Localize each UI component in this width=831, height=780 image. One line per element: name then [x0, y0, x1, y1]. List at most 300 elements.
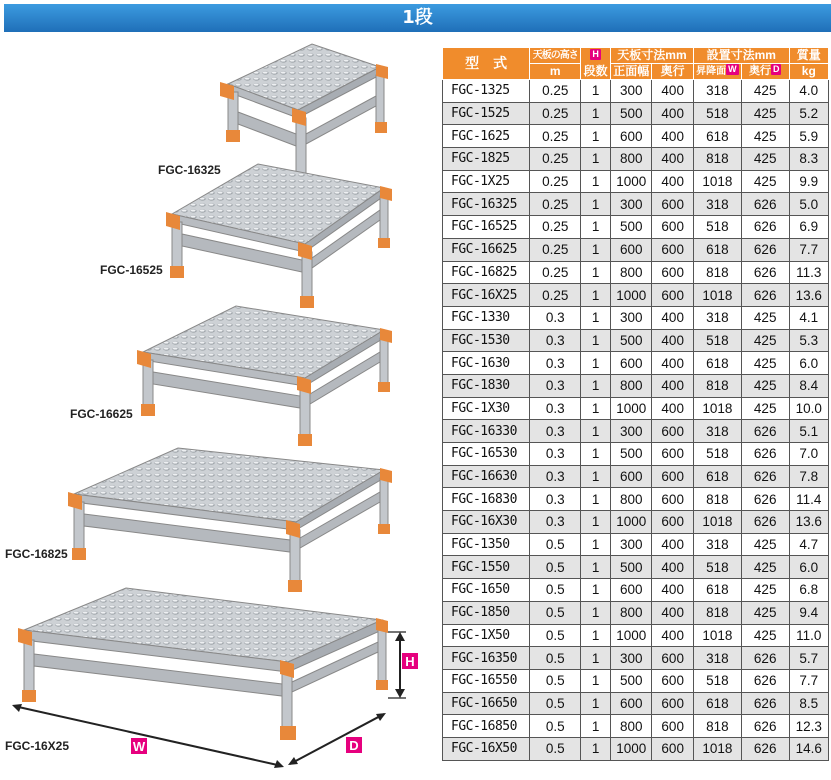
cell-steps: 1	[581, 556, 611, 579]
step-platform-figure	[70, 306, 392, 446]
cell-model: FGC-1830	[443, 374, 530, 397]
cell-weight: 11.3	[789, 261, 828, 284]
cell-install-depth: 626	[741, 669, 789, 692]
cell-install-width: 1018	[693, 737, 741, 760]
cell-model: FGC-1X50	[443, 624, 530, 647]
cell-weight: 11.0	[789, 624, 828, 647]
header-install-size: 設置寸法mm	[693, 48, 789, 64]
table-row	[443, 579, 829, 602]
header-install-depth-label: 奥行	[748, 65, 771, 77]
cell-install-depth: 425	[741, 170, 789, 193]
cell-weight: 6.9	[789, 216, 828, 239]
cell-height: 0.5	[530, 669, 581, 692]
cell-install-width: 618	[693, 125, 741, 148]
table-row	[443, 692, 829, 715]
cell-install-depth: 425	[741, 329, 789, 352]
cell-install-depth: 626	[741, 238, 789, 261]
cell-height: 0.25	[530, 125, 581, 148]
width-tag-header: W	[728, 64, 737, 74]
cell-top-depth: 600	[652, 238, 693, 261]
cell-height: 0.5	[530, 579, 581, 602]
cell-install-width: 618	[693, 579, 741, 602]
cell-top-depth: 400	[652, 170, 693, 193]
cell-top-width: 1000	[610, 284, 651, 307]
cell-height: 0.3	[530, 329, 581, 352]
cell-install-depth: 425	[741, 556, 789, 579]
cell-top-depth: 400	[652, 601, 693, 624]
table-row	[443, 125, 829, 148]
cell-top-width: 600	[610, 579, 651, 602]
figure-label: FGC-16525	[100, 263, 163, 277]
cell-install-depth: 425	[741, 80, 789, 103]
cell-weight: 8.4	[789, 374, 828, 397]
table-row	[443, 238, 829, 261]
cell-install-depth: 425	[741, 352, 789, 375]
cell-install-depth: 626	[741, 511, 789, 534]
cell-install-width: 318	[693, 533, 741, 556]
cell-top-width: 500	[610, 216, 651, 239]
figure-label: FGC-16825	[5, 547, 68, 561]
table-row	[443, 80, 829, 103]
cell-top-depth: 600	[652, 647, 693, 670]
cell-model: FGC-16825	[443, 261, 530, 284]
cell-height: 0.3	[530, 511, 581, 534]
cell-top-width: 500	[610, 556, 651, 579]
depth-tag-header: D	[772, 64, 780, 74]
cell-steps: 1	[581, 261, 611, 284]
cell-install-width: 1018	[693, 397, 741, 420]
cell-steps: 1	[581, 193, 611, 216]
cell-height: 0.25	[530, 80, 581, 103]
cell-top-depth: 600	[652, 669, 693, 692]
cell-install-depth: 626	[741, 193, 789, 216]
header-install-width-label: 昇降面	[696, 66, 727, 77]
product-illustrations	[0, 34, 440, 780]
header-steps	[581, 48, 611, 80]
cell-steps: 1	[581, 420, 611, 443]
cell-install-width: 618	[693, 352, 741, 375]
table-row	[443, 601, 829, 624]
cell-install-width: 818	[693, 148, 741, 171]
cell-steps: 1	[581, 102, 611, 125]
cell-top-depth: 400	[652, 624, 693, 647]
cell-steps: 1	[581, 488, 611, 511]
cell-install-width: 618	[693, 238, 741, 261]
cell-steps: 1	[581, 579, 611, 602]
cell-top-depth: 600	[652, 488, 693, 511]
step-platform-figure	[5, 588, 418, 768]
cell-install-depth: 425	[741, 374, 789, 397]
cell-install-depth: 626	[741, 737, 789, 760]
cell-steps: 1	[581, 533, 611, 556]
cell-model: FGC-16325	[443, 193, 530, 216]
table-row	[443, 737, 829, 760]
cell-install-depth: 425	[741, 125, 789, 148]
cell-height: 0.5	[530, 624, 581, 647]
cell-height: 0.25	[530, 193, 581, 216]
cell-install-width: 1018	[693, 511, 741, 534]
cell-height: 0.5	[530, 647, 581, 670]
cell-install-depth: 425	[741, 533, 789, 556]
cell-weight: 8.3	[789, 148, 828, 171]
table-row	[443, 397, 829, 420]
cell-steps: 1	[581, 125, 611, 148]
cell-top-width: 800	[610, 488, 651, 511]
cell-top-depth: 400	[652, 102, 693, 125]
cell-height: 0.3	[530, 352, 581, 375]
cell-weight: 10.0	[789, 397, 828, 420]
cell-steps: 1	[581, 692, 611, 715]
cell-top-width: 1000	[610, 511, 651, 534]
cell-top-depth: 400	[652, 148, 693, 171]
cell-height: 0.5	[530, 737, 581, 760]
cell-top-depth: 400	[652, 329, 693, 352]
cell-steps: 1	[581, 374, 611, 397]
figure-label: FGC-16325	[158, 163, 221, 177]
cell-install-depth: 626	[741, 420, 789, 443]
cell-top-width: 600	[610, 692, 651, 715]
table-row	[443, 624, 829, 647]
cell-model: FGC-16630	[443, 465, 530, 488]
cell-model: FGC-1330	[443, 306, 530, 329]
cell-weight: 5.9	[789, 125, 828, 148]
cell-height: 0.5	[530, 556, 581, 579]
cell-steps: 1	[581, 284, 611, 307]
spec-table	[442, 47, 829, 761]
cell-height: 0.25	[530, 216, 581, 239]
cell-steps: 1	[581, 352, 611, 375]
cell-height: 0.5	[530, 692, 581, 715]
cell-steps: 1	[581, 148, 611, 171]
cell-install-depth: 626	[741, 715, 789, 738]
cell-model: FGC-1850	[443, 601, 530, 624]
cell-top-width: 1000	[610, 737, 651, 760]
cell-top-width: 500	[610, 329, 651, 352]
cell-top-width: 300	[610, 193, 651, 216]
cell-top-depth: 600	[652, 465, 693, 488]
cell-steps: 1	[581, 170, 611, 193]
cell-install-width: 318	[693, 306, 741, 329]
header-install-width	[693, 64, 741, 80]
step-platform-figure	[100, 164, 392, 308]
cell-model: FGC-16850	[443, 715, 530, 738]
header-install-depth	[741, 64, 789, 80]
cell-height: 0.3	[530, 443, 581, 466]
cell-top-width: 500	[610, 443, 651, 466]
cell-weight: 5.0	[789, 193, 828, 216]
cell-model: FGC-16350	[443, 647, 530, 670]
cell-top-width: 800	[610, 715, 651, 738]
cell-model: FGC-1550	[443, 556, 530, 579]
cell-top-depth: 400	[652, 125, 693, 148]
depth-dimension-arrow	[290, 714, 384, 764]
height-tag-header: H	[592, 48, 599, 59]
cell-weight: 14.6	[789, 737, 828, 760]
header-top-width: 正面幅	[610, 64, 651, 80]
table-row	[443, 170, 829, 193]
cell-install-depth: 626	[741, 647, 789, 670]
cell-model: FGC-1X25	[443, 170, 530, 193]
table-row	[443, 102, 829, 125]
cell-model: FGC-16X25	[443, 284, 530, 307]
cell-top-width: 600	[610, 238, 651, 261]
cell-height: 0.3	[530, 306, 581, 329]
cell-install-width: 618	[693, 692, 741, 715]
cell-top-depth: 600	[652, 443, 693, 466]
table-row	[443, 216, 829, 239]
cell-top-depth: 600	[652, 692, 693, 715]
cell-install-width: 318	[693, 420, 741, 443]
cell-install-width: 518	[693, 216, 741, 239]
cell-top-width: 800	[610, 148, 651, 171]
cell-height: 0.5	[530, 715, 581, 738]
cell-top-depth: 600	[652, 216, 693, 239]
cell-install-width: 818	[693, 715, 741, 738]
cell-weight: 6.0	[789, 352, 828, 375]
cell-install-depth: 626	[741, 465, 789, 488]
cell-weight: 9.4	[789, 601, 828, 624]
cell-top-depth: 600	[652, 715, 693, 738]
page-title: 1段	[4, 4, 831, 32]
cell-top-width: 1000	[610, 397, 651, 420]
cell-steps: 1	[581, 647, 611, 670]
table-row	[443, 284, 829, 307]
cell-top-depth: 400	[652, 397, 693, 420]
width-tag-text: W	[132, 739, 146, 754]
cell-install-width: 518	[693, 443, 741, 466]
table-row	[443, 715, 829, 738]
cell-install-width: 818	[693, 488, 741, 511]
cell-top-width: 800	[610, 601, 651, 624]
cell-install-width: 518	[693, 556, 741, 579]
cell-top-depth: 400	[652, 579, 693, 602]
header-height-label: 天板の高さ	[532, 50, 578, 61]
cell-weight: 8.5	[789, 692, 828, 715]
header-top-size: 天板寸法mm	[610, 48, 693, 64]
cell-install-width: 818	[693, 601, 741, 624]
cell-install-depth: 626	[741, 261, 789, 284]
cell-weight: 5.3	[789, 329, 828, 352]
figure-label: FGC-16X25	[5, 739, 70, 753]
cell-weight: 9.9	[789, 170, 828, 193]
cell-model: FGC-1625	[443, 125, 530, 148]
table-row	[443, 193, 829, 216]
cell-top-width: 300	[610, 420, 651, 443]
cell-steps: 1	[581, 715, 611, 738]
cell-weight: 4.0	[789, 80, 828, 103]
cell-weight: 7.7	[789, 669, 828, 692]
cell-install-width: 1018	[693, 624, 741, 647]
cell-weight: 13.6	[789, 511, 828, 534]
cell-steps: 1	[581, 624, 611, 647]
cell-steps: 1	[581, 397, 611, 420]
table-row	[443, 647, 829, 670]
cell-steps: 1	[581, 443, 611, 466]
cell-weight: 7.7	[789, 238, 828, 261]
cell-steps: 1	[581, 216, 611, 239]
cell-install-depth: 425	[741, 102, 789, 125]
cell-top-width: 800	[610, 374, 651, 397]
cell-install-depth: 425	[741, 306, 789, 329]
cell-install-width: 1018	[693, 284, 741, 307]
cell-model: FGC-1825	[443, 148, 530, 171]
cell-install-depth: 425	[741, 624, 789, 647]
cell-install-width: 518	[693, 102, 741, 125]
cell-install-depth: 626	[741, 216, 789, 239]
cell-top-depth: 400	[652, 352, 693, 375]
cell-steps: 1	[581, 511, 611, 534]
cell-model: FGC-16550	[443, 669, 530, 692]
table-row	[443, 329, 829, 352]
cell-top-width: 600	[610, 352, 651, 375]
cell-top-depth: 600	[652, 420, 693, 443]
cell-model: FGC-16625	[443, 238, 530, 261]
header-model: 型 式	[443, 48, 530, 80]
cell-weight: 12.3	[789, 715, 828, 738]
table-row	[443, 556, 829, 579]
figure-label: FGC-16625	[70, 407, 133, 421]
cell-top-depth: 600	[652, 261, 693, 284]
cell-steps: 1	[581, 80, 611, 103]
cell-install-depth: 626	[741, 692, 789, 715]
cell-weight: 7.0	[789, 443, 828, 466]
step-platform-figure	[5, 448, 392, 592]
cell-install-depth: 425	[741, 148, 789, 171]
cell-model: FGC-1530	[443, 329, 530, 352]
cell-height: 0.3	[530, 465, 581, 488]
cell-height: 0.3	[530, 397, 581, 420]
cell-install-width: 818	[693, 374, 741, 397]
cell-model: FGC-1650	[443, 579, 530, 602]
table-row	[443, 306, 829, 329]
cell-weight: 13.6	[789, 284, 828, 307]
cell-top-width: 600	[610, 465, 651, 488]
cell-top-width: 300	[610, 80, 651, 103]
cell-weight: 6.8	[789, 579, 828, 602]
cell-weight: 7.8	[789, 465, 828, 488]
cell-weight: 11.4	[789, 488, 828, 511]
table-row	[443, 443, 829, 466]
header-weight: 質量	[789, 48, 828, 64]
cell-height: 0.25	[530, 261, 581, 284]
cell-height: 0.25	[530, 170, 581, 193]
table-row	[443, 261, 829, 284]
cell-weight: 5.2	[789, 102, 828, 125]
cell-steps: 1	[581, 601, 611, 624]
cell-weight: 4.7	[789, 533, 828, 556]
cell-model: FGC-1325	[443, 80, 530, 103]
table-row	[443, 352, 829, 375]
header-weight-unit: kg	[789, 64, 828, 80]
cell-weight: 6.0	[789, 556, 828, 579]
cell-model: FGC-16830	[443, 488, 530, 511]
cell-top-depth: 600	[652, 284, 693, 307]
header-height-unit: m	[530, 64, 581, 80]
cell-model: FGC-16530	[443, 443, 530, 466]
cell-height: 0.25	[530, 148, 581, 171]
table-row	[443, 488, 829, 511]
table-row	[443, 374, 829, 397]
cell-install-depth: 425	[741, 579, 789, 602]
cell-install-width: 1018	[693, 170, 741, 193]
table-row	[443, 148, 829, 171]
cell-top-width: 500	[610, 669, 651, 692]
cell-top-width: 800	[610, 261, 651, 284]
cell-top-depth: 400	[652, 374, 693, 397]
cell-top-depth: 600	[652, 193, 693, 216]
cell-top-depth: 400	[652, 556, 693, 579]
cell-top-depth: 600	[652, 511, 693, 534]
cell-install-width: 318	[693, 80, 741, 103]
cell-steps: 1	[581, 737, 611, 760]
cell-install-depth: 626	[741, 443, 789, 466]
cell-model: FGC-1630	[443, 352, 530, 375]
cell-height: 0.5	[530, 533, 581, 556]
cell-top-depth: 600	[652, 737, 693, 760]
cell-height: 0.3	[530, 420, 581, 443]
cell-height: 0.25	[530, 238, 581, 261]
cell-top-depth: 400	[652, 533, 693, 556]
cell-install-depth: 425	[741, 397, 789, 420]
cell-top-depth: 400	[652, 306, 693, 329]
cell-model: FGC-16X50	[443, 737, 530, 760]
cell-weight: 5.7	[789, 647, 828, 670]
cell-steps: 1	[581, 669, 611, 692]
cell-top-width: 500	[610, 102, 651, 125]
cell-install-depth: 626	[741, 284, 789, 307]
cell-install-width: 618	[693, 465, 741, 488]
cell-top-depth: 400	[652, 80, 693, 103]
depth-tag-text: D	[349, 738, 359, 753]
cell-steps: 1	[581, 329, 611, 352]
cell-height: 0.3	[530, 374, 581, 397]
header-height	[530, 48, 581, 64]
cell-steps: 1	[581, 306, 611, 329]
header-steps-label: 段数	[583, 63, 608, 78]
table-row	[443, 420, 829, 443]
table-row	[443, 465, 829, 488]
cell-model: FGC-1525	[443, 102, 530, 125]
cell-install-width: 818	[693, 261, 741, 284]
cell-height: 0.3	[530, 488, 581, 511]
table-row	[443, 669, 829, 692]
cell-install-width: 518	[693, 669, 741, 692]
cell-top-width: 600	[610, 125, 651, 148]
cell-model: FGC-16525	[443, 216, 530, 239]
cell-model: FGC-16330	[443, 420, 530, 443]
cell-steps: 1	[581, 465, 611, 488]
cell-install-width: 318	[693, 647, 741, 670]
cell-weight: 4.1	[789, 306, 828, 329]
cell-install-width: 318	[693, 193, 741, 216]
cell-top-width: 1000	[610, 170, 651, 193]
cell-height: 0.25	[530, 284, 581, 307]
cell-install-depth: 425	[741, 601, 789, 624]
header-top-depth: 奥行	[652, 64, 693, 80]
height-tag-text: H	[405, 654, 415, 669]
width-dimension-arrow	[14, 706, 282, 766]
cell-install-depth: 626	[741, 488, 789, 511]
cell-model: FGC-16650	[443, 692, 530, 715]
cell-top-width: 300	[610, 306, 651, 329]
cell-top-width: 300	[610, 533, 651, 556]
cell-weight: 5.1	[789, 420, 828, 443]
cell-top-width: 1000	[610, 624, 651, 647]
cell-model: FGC-1X30	[443, 397, 530, 420]
table-row	[443, 511, 829, 534]
cell-install-width: 518	[693, 329, 741, 352]
cell-height: 0.25	[530, 102, 581, 125]
